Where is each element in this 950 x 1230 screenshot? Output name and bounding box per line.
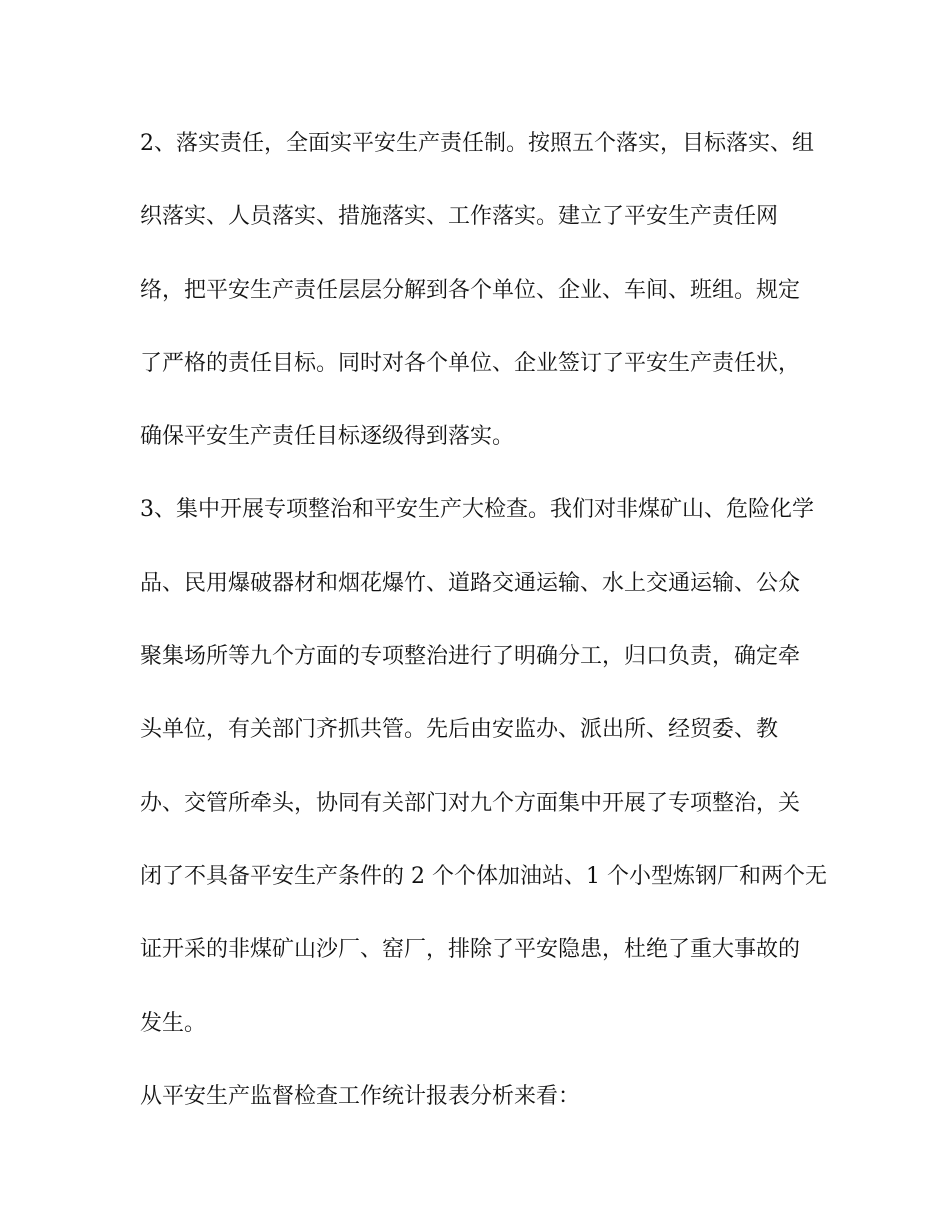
text-line: 头单位，有关部门齐抓共管。先后由安监办、派出所、经贸委、教 — [140, 717, 779, 743]
text-line: 从平安生产监督检查工作统计报表分析来看： — [140, 1083, 581, 1109]
document-body — [140, 122, 827, 1148]
text-line: 证开采的非煤矿山沙厂、窑厂，排除了平安隐患，杜绝了重大事故的 — [140, 937, 801, 963]
text-line: 织落实、人员落实、措施落实、工作落实。建立了平安生产责任网 — [140, 204, 779, 230]
text-line: 络，把平安生产责任层层分解到各个单位、企业、车间、班组。规定 — [140, 277, 801, 303]
text-line: 闭了不具备平安生产条件的 2 个个体加油站、1 个小型炼钢厂和两个无 — [140, 863, 827, 889]
text-line: 2、落实责任，全面实平安生产责任制。按照五个落实，目标落实、组 — [140, 131, 814, 156]
text-line: 3、集中开展专项整治和平安生产大检查。我们对非煤矿山、危险化学 — [140, 497, 814, 523]
text-line: 品、民用爆破器材和烟花爆竹、道路交通运输、水上交通运输、公众 — [140, 570, 801, 596]
text-line: 发生。 — [140, 1010, 207, 1036]
text-line: 确保平安生产责任目标逐级得到落实。 — [140, 424, 515, 450]
text-line: 办、交管所牵头，协同有关部门对九个方面集中开展了专项整治，关 — [140, 790, 801, 816]
text-line: 聚集场所等九个方面的专项整治进行了明确分工，归口负责，确定牵 — [140, 644, 801, 670]
text-line: 了严格的责任目标。同时对各个单位、企业签订了平安生产责任状， — [140, 350, 801, 376]
